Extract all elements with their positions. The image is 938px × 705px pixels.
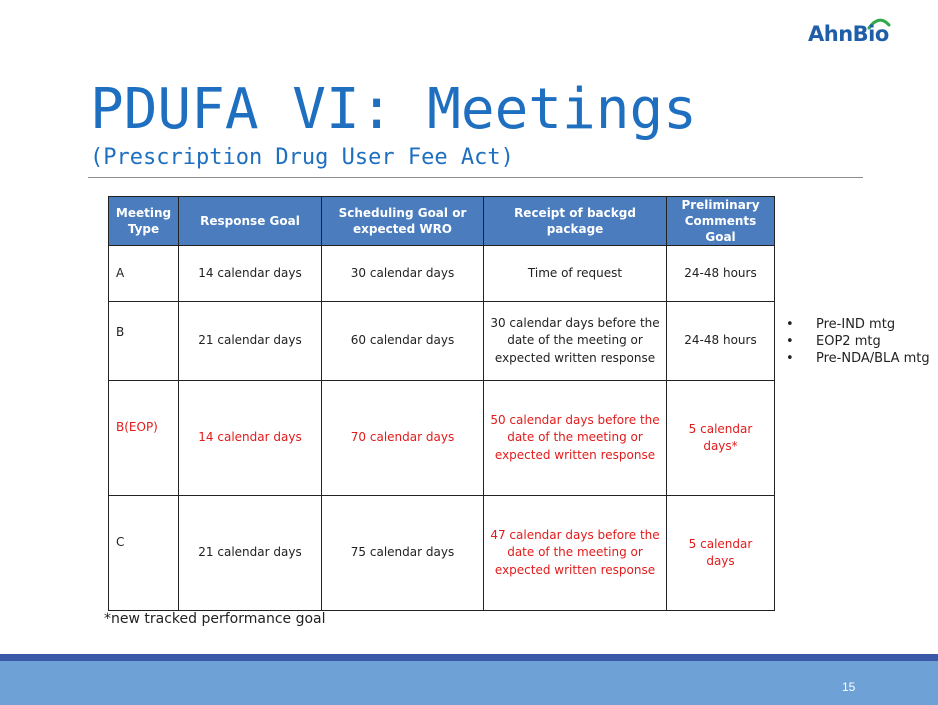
cell-type: B [109,302,179,381]
cell-comments: 24-48 hours [667,302,775,381]
cell-receipt: 30 calendar days before the date of the meeting or expected written response [484,302,667,381]
cell-receipt: 47 calendar days before the date of the meeting or expected written response [484,496,667,611]
cell-receipt: Time of request [484,246,667,302]
footnote: *new tracked performance goal [104,611,326,627]
header-scheduling-goal: Scheduling Goal or expected WRO [322,197,484,246]
cell-scheduling: 75 calendar days [322,496,484,611]
meeting-bullet-list [786,316,930,367]
logo-text: AhnBio [808,22,889,46]
slide-subtitle: (Prescription Drug User Fee Act) [90,145,514,170]
table-row [109,302,775,381]
page-number: 15 [842,680,856,694]
cell-response: 21 calendar days [179,302,322,381]
slide-title: PDUFA VI: Meetings [90,77,697,142]
cell-type: A [109,246,179,302]
table-row [109,246,775,302]
ahnbio-logo [806,16,890,46]
header-meeting-type: Meeting Type [109,197,179,246]
cell-response: 21 calendar days [179,496,322,611]
list-item: • Pre-IND mtg [786,316,930,333]
cell-scheduling: 30 calendar days [322,246,484,302]
footer-band-dark [0,654,938,661]
title-divider [88,177,863,178]
cell-comments: 5 calendar days [667,496,775,611]
footer-band-light [0,661,938,705]
cell-comments: 5 calendar days* [667,381,775,496]
header-receipt: Receipt of backgd package [484,197,667,246]
header-response-goal: Response Goal [179,197,322,246]
table-header-row [109,197,775,246]
header-preliminary-comments: Preliminary Comments Goal [667,197,775,246]
table-row [109,381,775,496]
cell-response: 14 calendar days [179,246,322,302]
cell-response: 14 calendar days [179,381,322,496]
cell-type: C [109,496,179,611]
meetings-table [108,196,775,611]
cell-comments: 24-48 hours [667,246,775,302]
cell-scheduling: 60 calendar days [322,302,484,381]
cell-receipt: 50 calendar days before the date of the meeting or expected written response [484,381,667,496]
cell-scheduling: 70 calendar days [322,381,484,496]
cell-type: B(EOP) [109,381,179,496]
table-row [109,496,775,611]
list-item: • Pre-NDA/BLA mtg [786,350,930,367]
list-item: • EOP2 mtg [786,333,930,350]
